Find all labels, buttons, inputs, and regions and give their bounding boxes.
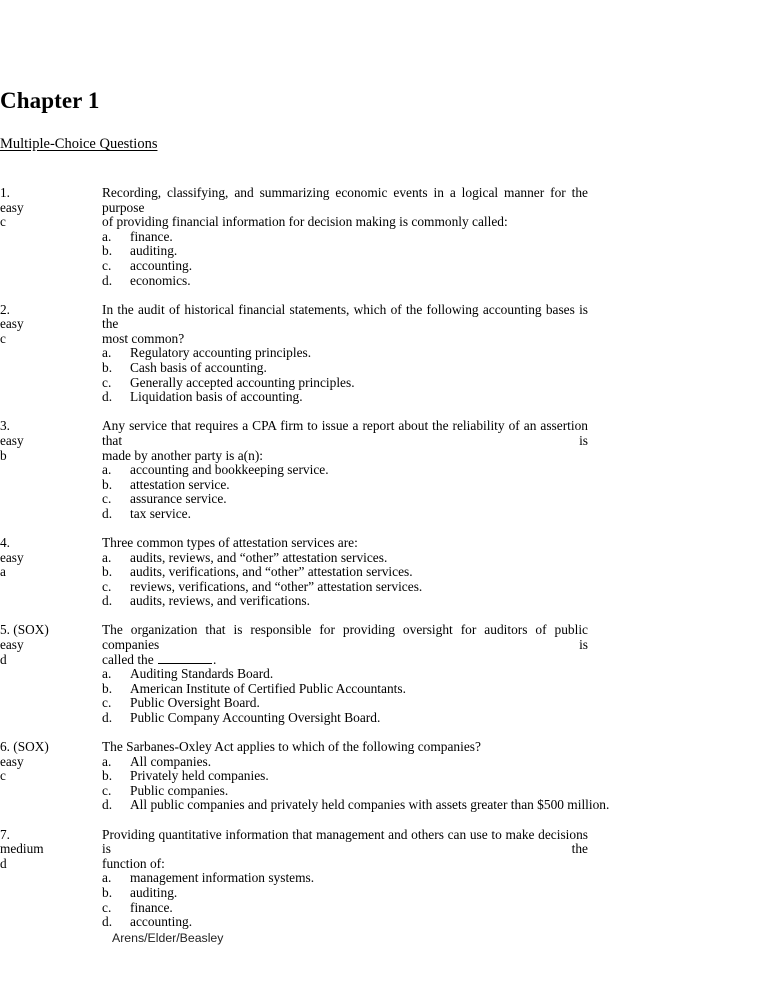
- answer-option: [102, 390, 588, 405]
- answer-option: [102, 346, 588, 361]
- answer-option: [102, 361, 588, 376]
- answer-options: [102, 753, 610, 813]
- option-letter: c.: [102, 374, 112, 390]
- option-letter: a.: [102, 228, 112, 244]
- question-stem-line: The Sarbanes-Oxley Act applies to which of the following companies?: [102, 739, 481, 755]
- answer-option: [102, 244, 588, 259]
- question-stem-line: Three common types of attestation services are:: [102, 534, 358, 550]
- answer-option: [102, 478, 588, 493]
- answer-option: [102, 915, 588, 930]
- answer-option: [102, 901, 588, 916]
- question-answer-key: d: [0, 855, 7, 871]
- question-answer-key: c: [0, 214, 6, 230]
- question-item: [0, 536, 588, 609]
- question-stem-line: The organization that is responsible for providing oversight for auditors of public companies is: [102, 622, 588, 653]
- option-letter: b.: [102, 243, 113, 259]
- answer-option: [102, 755, 588, 770]
- option-letter: b.: [102, 564, 113, 580]
- option-text: audits, verifications, and “other” attestation services.: [130, 564, 413, 580]
- answer-option: [102, 696, 588, 711]
- question-number: 7.: [0, 826, 10, 842]
- question-answer-key: a: [0, 564, 6, 580]
- answer-option: [102, 594, 588, 609]
- option-letter: c.: [102, 782, 112, 798]
- option-letter: d.: [102, 272, 113, 288]
- option-text: auditing.: [130, 884, 178, 900]
- option-text: Public companies.: [130, 782, 229, 798]
- option-letter: c.: [102, 899, 112, 915]
- answer-options: [102, 667, 588, 725]
- question-item: [0, 739, 610, 813]
- stem-text-before-blank: called the: [102, 651, 158, 667]
- question-body: [102, 739, 610, 813]
- page-footer: Arens/Elder/Beasley: [112, 931, 224, 945]
- answer-options: [102, 230, 588, 288]
- question-meta: [0, 623, 102, 667]
- option-text: audits, reviews, and “other” attestation services.: [130, 549, 388, 565]
- question-meta: [0, 419, 102, 463]
- question-stem-line: Recording, classifying, and summarizing economic events in a logical manner for the purpose: [102, 185, 588, 215]
- option-text: assurance service.: [130, 491, 227, 507]
- question-meta: [0, 303, 102, 347]
- question-stem-line: Providing quantitative information that management and others can use to make decisions is the: [102, 826, 588, 857]
- question-number: 1.: [0, 185, 10, 200]
- question-answer-key: d: [0, 651, 7, 667]
- option-letter: a.: [102, 549, 112, 565]
- answer-option: [102, 259, 588, 274]
- option-text: American Institute of Certified Public Accountants.: [130, 680, 406, 696]
- option-text: accounting.: [130, 914, 193, 930]
- option-letter: d.: [102, 710, 113, 725]
- question-number: 4.: [0, 534, 10, 550]
- option-text: All public companies and privately held companies with assets greater than $500 million.: [130, 797, 610, 813]
- answer-option: [102, 769, 588, 784]
- question-item: [0, 623, 588, 725]
- option-text: audits, reviews, and verifications.: [130, 593, 310, 609]
- fill-in-blank: [158, 653, 212, 664]
- question-body: [102, 419, 588, 521]
- option-letter: b.: [102, 476, 113, 492]
- option-letter: c.: [102, 257, 112, 273]
- question-body: [102, 186, 588, 288]
- questions-list: [0, 185, 610, 944]
- option-text: Cash basis of accounting.: [130, 360, 267, 376]
- option-letter: c.: [102, 695, 112, 711]
- question-meta: [0, 536, 102, 580]
- question-stem-line: [102, 653, 588, 668]
- question-number: 5. (SOX): [0, 622, 49, 638]
- option-text: Regulatory accounting principles.: [130, 345, 312, 361]
- answer-option: [102, 871, 588, 886]
- option-letter: d.: [102, 389, 113, 405]
- answer-option: [102, 463, 588, 478]
- option-text: Auditing Standards Board.: [130, 666, 274, 682]
- answer-option: [102, 580, 588, 595]
- question-answer-key: c: [0, 768, 6, 784]
- option-letter: c.: [102, 578, 112, 594]
- answer-option: [102, 565, 588, 580]
- question-number: 6. (SOX): [0, 739, 49, 755]
- question-stem-line: Any service that requires a CPA firm to issue a report about the reliability of an assertion that is: [102, 418, 588, 448]
- option-text: finance.: [130, 228, 173, 244]
- question-stem-line: of providing financial information for decision making is commonly called:: [102, 214, 508, 230]
- question-difficulty: easy: [0, 316, 24, 332]
- option-text: accounting.: [130, 257, 193, 273]
- option-letter: a.: [102, 753, 112, 769]
- answer-option: [102, 784, 588, 799]
- option-text: Public Company Accounting Oversight Board.: [130, 710, 381, 725]
- question-body: [102, 536, 588, 609]
- option-letter: a.: [102, 462, 112, 478]
- question-stem-line: In the audit of historical financial statements, which of the following accounting bases is the: [102, 301, 588, 332]
- option-text: auditing.: [130, 243, 178, 259]
- option-letter: d.: [102, 593, 113, 609]
- question-answer-key: b: [0, 447, 7, 463]
- option-text: Public Oversight Board.: [130, 695, 260, 711]
- answer-option: [102, 682, 588, 697]
- option-letter: b.: [102, 884, 113, 900]
- question-difficulty: easy: [0, 549, 24, 565]
- question-stem-line: function of:: [102, 855, 165, 871]
- option-letter: a.: [102, 870, 112, 886]
- answer-options: [102, 871, 588, 929]
- question-answer-key: c: [0, 330, 6, 346]
- option-letter: c.: [102, 491, 112, 507]
- answer-option: [102, 230, 588, 245]
- question-difficulty: medium: [0, 841, 44, 857]
- option-letter: d.: [102, 914, 113, 930]
- question-body: [102, 828, 588, 930]
- option-letter: d.: [102, 797, 113, 813]
- question-difficulty: easy: [0, 637, 24, 653]
- question-number: 3.: [0, 418, 10, 434]
- option-text: finance.: [130, 899, 173, 915]
- answer-options: [102, 346, 588, 404]
- question-item: [0, 186, 588, 288]
- question-meta: [0, 186, 102, 230]
- question-meta: [0, 740, 102, 784]
- option-letter: b.: [102, 360, 113, 376]
- option-text: All companies.: [130, 753, 212, 769]
- option-letter: b.: [102, 680, 113, 696]
- answer-option: [102, 492, 588, 507]
- option-text: tax service.: [130, 505, 191, 521]
- answer-options: [102, 551, 588, 609]
- stem-text-after-blank: .: [213, 651, 217, 667]
- question-body: [102, 623, 588, 725]
- question-body: [102, 303, 588, 405]
- option-text: accounting and bookkeeping service.: [130, 462, 329, 478]
- option-text: attestation service.: [130, 476, 230, 492]
- answer-option: [102, 886, 588, 901]
- question-item: [0, 828, 588, 930]
- answer-option: [102, 376, 588, 391]
- option-text: reviews, verifications, and “other” attestation services.: [130, 578, 423, 594]
- question-stem-line: made by another party is a(n):: [102, 447, 264, 463]
- question-item: [0, 303, 588, 405]
- option-letter: a.: [102, 345, 112, 361]
- option-text: Liquidation basis of accounting.: [130, 389, 303, 405]
- option-letter: a.: [102, 666, 112, 682]
- question-number: 2.: [0, 301, 10, 317]
- answer-options: [102, 463, 588, 521]
- option-text: management information systems.: [130, 870, 315, 886]
- answer-option: [102, 797, 610, 813]
- option-letter: d.: [102, 505, 113, 521]
- answer-option: [102, 507, 588, 522]
- option-text: Generally accepted accounting principles.: [130, 374, 355, 390]
- page-title: Chapter 1: [0, 88, 100, 113]
- answer-option: [102, 711, 588, 726]
- section-heading: Multiple-Choice Questions: [0, 136, 158, 152]
- option-letter: b.: [102, 768, 113, 784]
- answer-option: [102, 274, 588, 289]
- question-item: [0, 419, 588, 521]
- option-text: economics.: [130, 272, 191, 288]
- question-stem-line: most common?: [102, 330, 185, 346]
- option-text: Privately held companies.: [130, 768, 269, 784]
- answer-option: [102, 551, 588, 566]
- answer-option: [102, 667, 588, 682]
- question-difficulty: easy: [0, 199, 24, 215]
- question-difficulty: easy: [0, 432, 24, 448]
- question-meta: [0, 828, 102, 872]
- question-difficulty: easy: [0, 753, 24, 769]
